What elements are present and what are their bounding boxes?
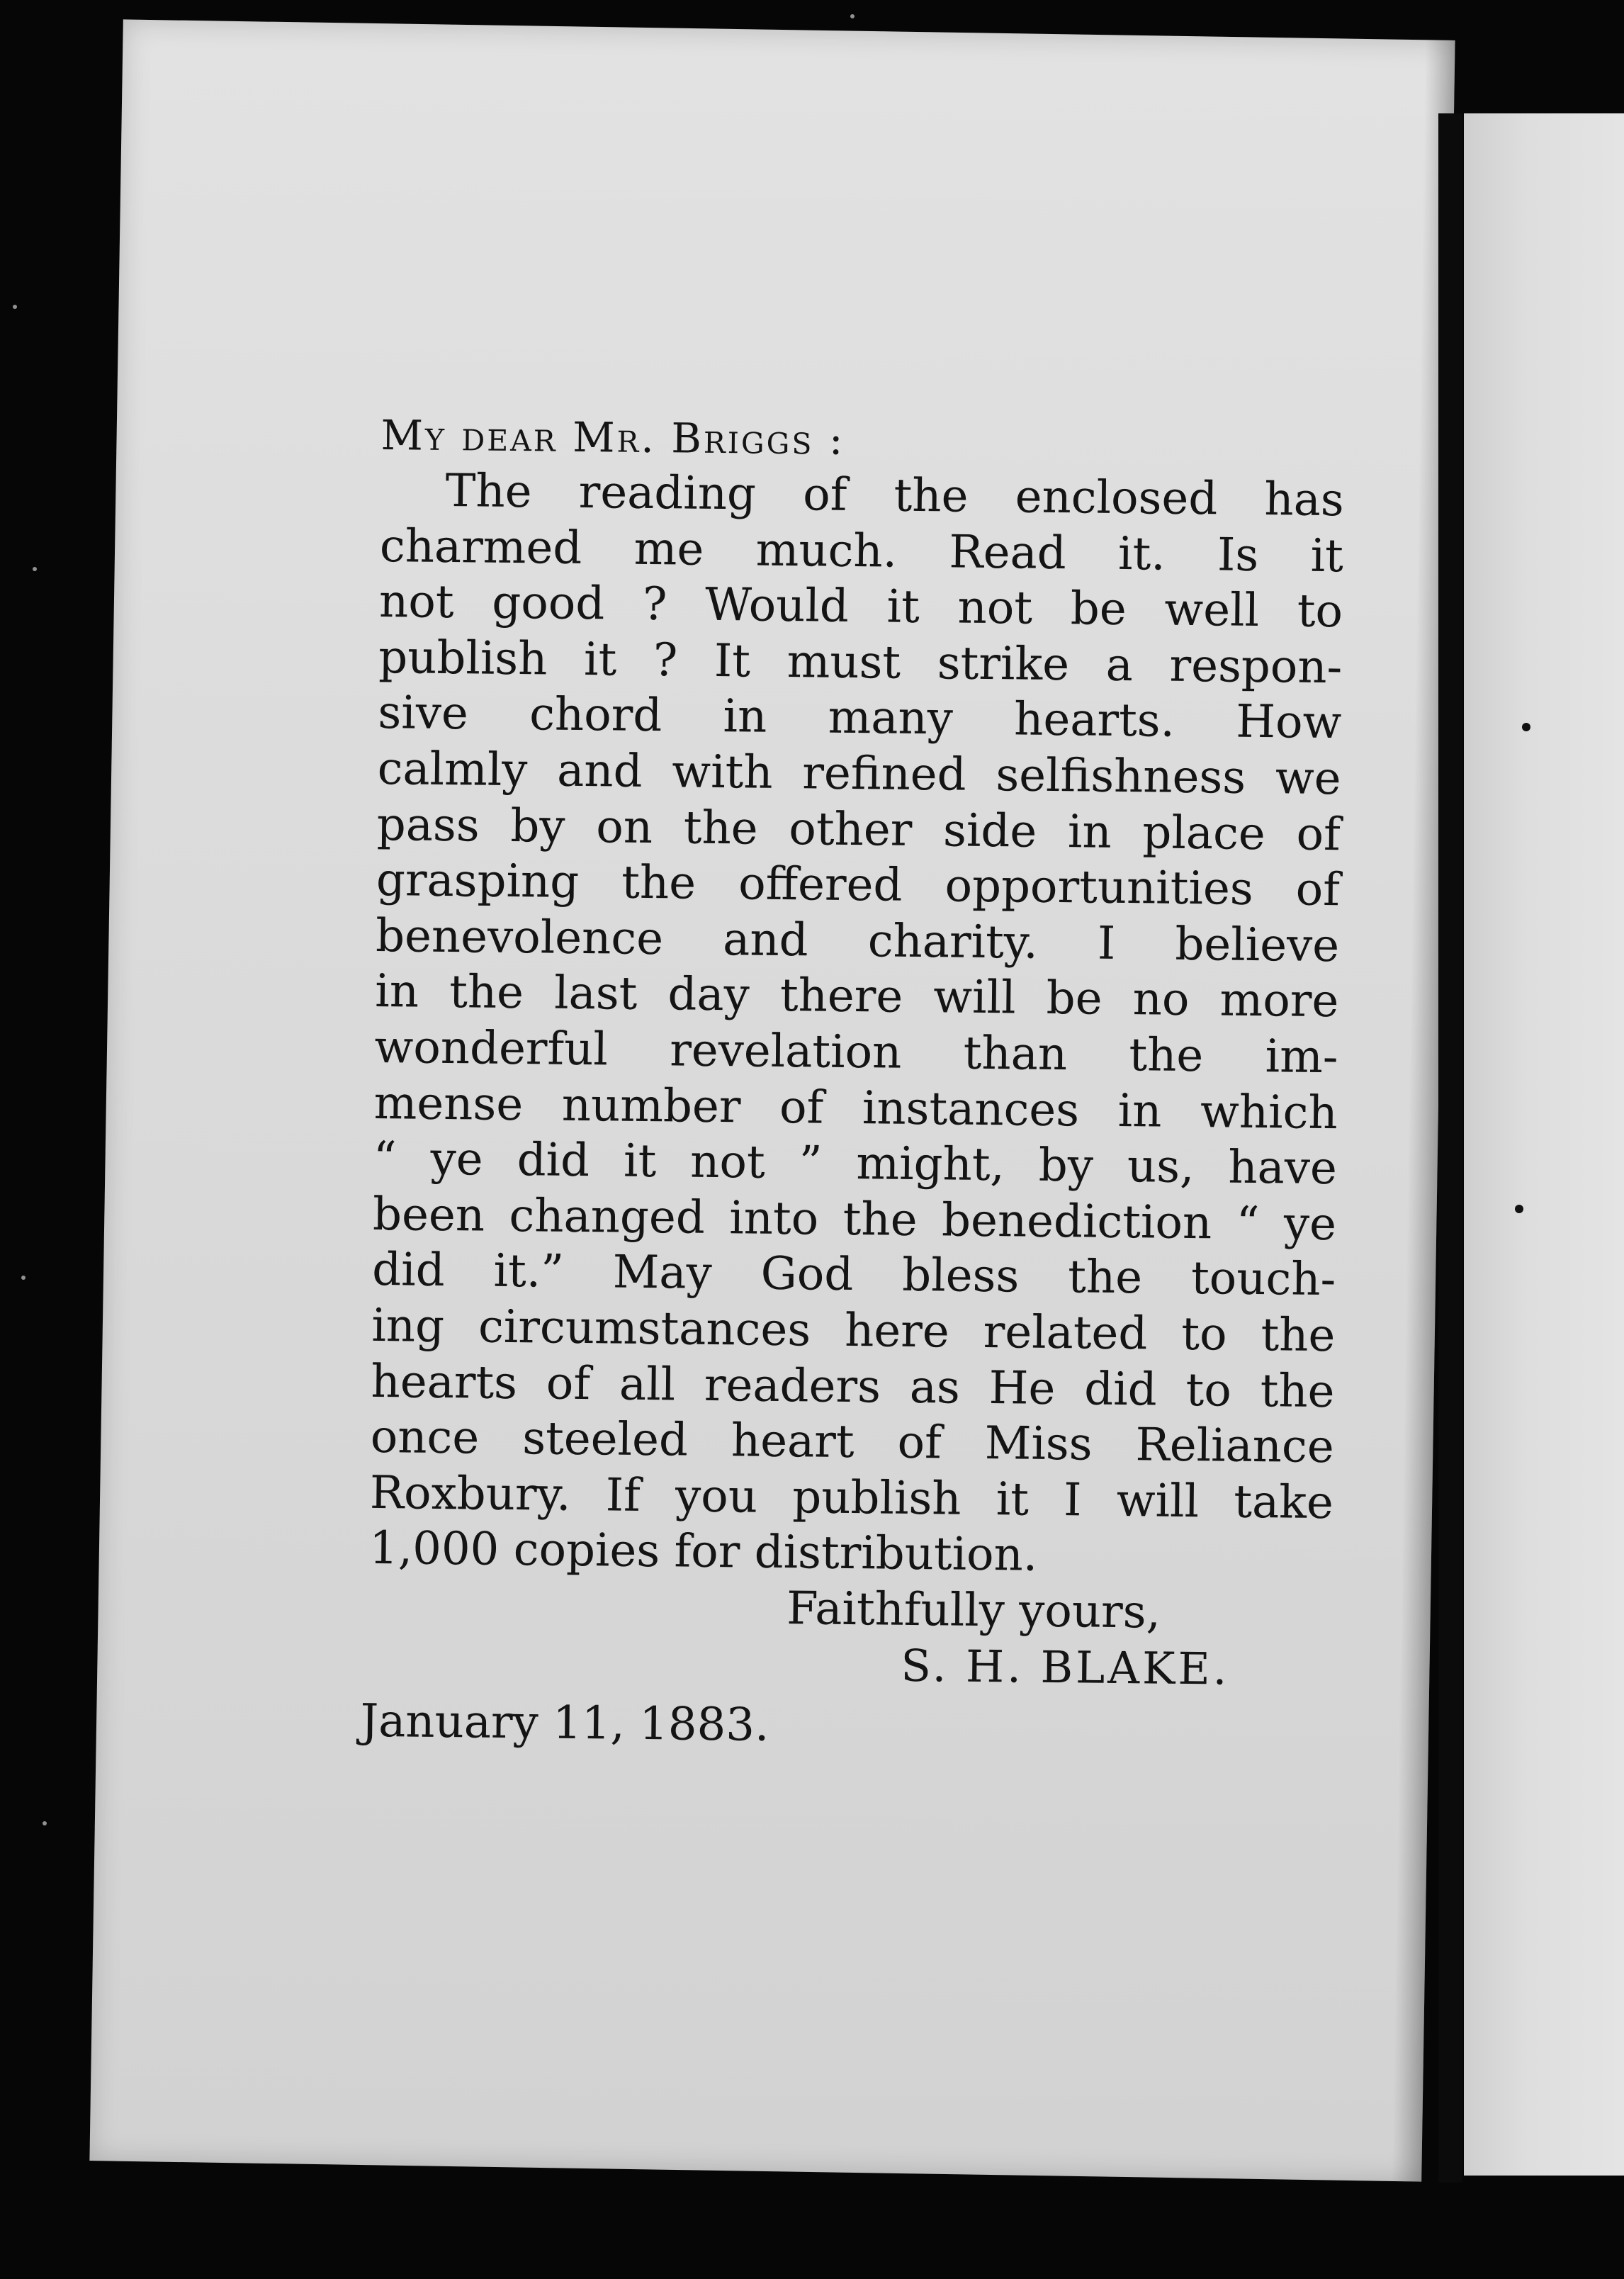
letter-line: “ ye did it not ” might, by us, have xyxy=(373,1132,1338,1195)
letter-line: once steeled heart of Miss Reliance xyxy=(370,1411,1335,1474)
letter-line: did it.” May God bless the touch- xyxy=(371,1244,1336,1307)
salutation: My dear Mr. Briggs : xyxy=(380,410,845,464)
letter-line: pass by on the other side in place of xyxy=(376,798,1341,861)
facing-page-edge xyxy=(1464,113,1624,2176)
letter-date: January 11, 1883. xyxy=(360,1694,769,1752)
dust-speck xyxy=(850,14,855,18)
letter-line: in the last day there will be no more xyxy=(374,965,1339,1028)
letter-line: ing circumstances here related to the xyxy=(371,1299,1336,1363)
dust-speck xyxy=(43,1821,47,1825)
letter-line: charmed me much. Read it. Is it xyxy=(379,519,1344,583)
dust-speck xyxy=(13,305,17,309)
letter-line: wonderful revelation than the im- xyxy=(374,1020,1338,1084)
letter-line: calmly and with refined selfishness we xyxy=(377,742,1341,806)
letter-text xyxy=(360,407,1345,1760)
ink-spot xyxy=(1515,1205,1523,1213)
letter-line: not good ? Would it not be well to xyxy=(378,575,1343,638)
signature: S. H. BLAKE. xyxy=(901,1639,1230,1695)
letter-line: benevolence and charity. I believe xyxy=(375,909,1340,972)
letter-line: mense number of instances in which xyxy=(373,1076,1338,1140)
book-gutter xyxy=(1438,113,1462,2183)
letter-line: sive chord in many hearts. How xyxy=(378,687,1342,750)
letter-line: Roxbury. If you publish it I will take xyxy=(369,1466,1334,1529)
letter-line: hearts of all readers as He did to the xyxy=(371,1355,1335,1418)
ink-spot xyxy=(1522,723,1530,731)
closing: Faithfully yours, xyxy=(786,1582,1161,1639)
letter-line: grasping the offered opportunities of xyxy=(376,854,1341,917)
letter-line: 1,000 copies for distribution. xyxy=(368,1522,1038,1582)
letter-line: The reading of the enclosed has xyxy=(445,464,1345,527)
letter-line: been changed into the benediction “ ye xyxy=(372,1188,1337,1251)
dust-speck xyxy=(21,1276,26,1280)
letter-line: publish it ? It must strike a respon- xyxy=(378,631,1343,694)
dust-speck xyxy=(33,567,37,571)
